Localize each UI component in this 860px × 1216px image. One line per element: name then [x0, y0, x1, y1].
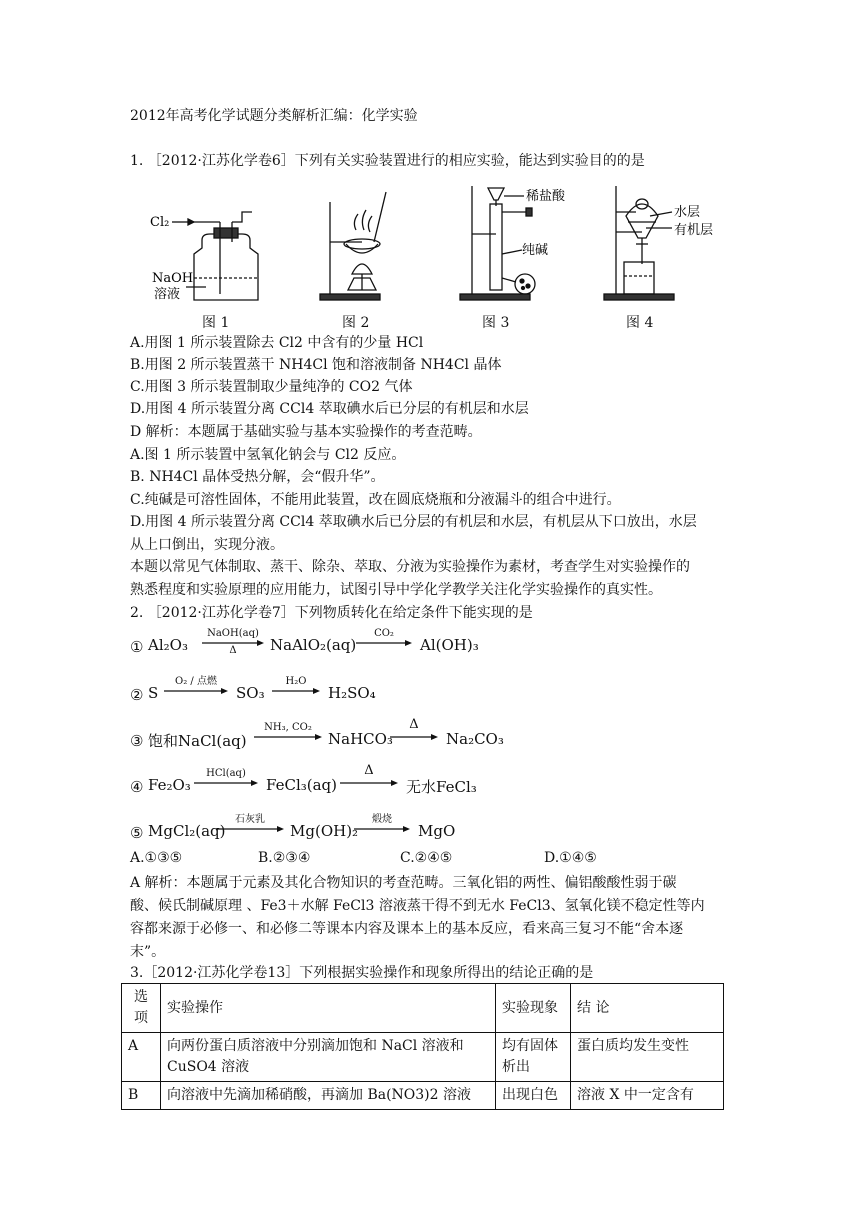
arrow-2 — [340, 763, 398, 798]
header-conclusion: 结 论 — [571, 984, 724, 1033]
question-3-table — [121, 983, 724, 1110]
question-1-figures — [130, 182, 740, 332]
reaction-number: ③ — [130, 732, 144, 750]
arrow-glyph — [254, 734, 322, 740]
choice-c: C.②④⑤ — [400, 850, 453, 866]
reaction-number: ⑤ — [130, 824, 144, 842]
arrow-glyph — [216, 826, 284, 832]
arrow-1 — [216, 816, 284, 844]
question-1-analysis-line: 熟悉程度和实验原理的应用能力，试图引导中学化学教学关注化学实验操作的真实性。 — [130, 582, 662, 598]
row-phenomenon — [496, 1033, 571, 1082]
reactant: Fe₂O₃ — [148, 776, 191, 794]
cell-line: 析出 — [502, 1059, 530, 1075]
intermediate: FeCl₃(aq) — [266, 776, 338, 794]
question-1-option-c: C.用图 3 所示装置制取少量纯净的 CO2 气体 — [130, 379, 413, 395]
caption-figure-2: 图 2 — [342, 315, 370, 331]
arrow-1 — [194, 770, 258, 798]
question-2-stem: 2. ［2012·江苏化学卷7］下列物质转化在给定条件下能实现的是 — [130, 605, 533, 621]
choice-a: A.①③⑤ — [130, 850, 183, 866]
product: Al(OH)₃ — [420, 636, 479, 654]
arrow-condition-top: CO₂ — [374, 628, 394, 639]
label-solution: 溶液 — [154, 287, 181, 302]
reactant: 饱和NaCl(aq) — [148, 732, 247, 750]
question-1-option-b: B.用图 2 所示装置蒸干 NH4Cl 饱和溶液制备 NH4Cl 晶体 — [130, 357, 502, 373]
reactant: MgCl₂(aq) — [148, 822, 226, 840]
arrow-condition-top: 煅烧 — [372, 814, 392, 825]
arrow-1 — [164, 678, 228, 706]
caption-figure-1: 图 1 — [202, 315, 230, 331]
arrow-2 — [272, 678, 320, 706]
arrow-2 — [390, 717, 438, 752]
reaction-number: ① — [130, 638, 144, 656]
cell-line: CuSO4 溶液 — [167, 1059, 250, 1075]
arrow-condition-top: Δ — [409, 717, 419, 732]
cell-line: 向两份蛋白质溶液中分别滴加饱和 NaCl 溶液和 — [167, 1038, 464, 1054]
row-option: A — [122, 1033, 161, 1082]
arrow-condition-top: NaOH(aq) — [207, 628, 259, 639]
arrow-condition-bottom: Δ — [229, 645, 237, 656]
question-2-analysis-line: 末”。 — [130, 944, 166, 960]
intermediate: SO₃ — [236, 684, 265, 702]
reactant: S — [148, 684, 159, 702]
arrow-1 — [202, 630, 264, 658]
label-organic-layer: 有机层 — [674, 223, 714, 238]
table-row — [122, 1082, 724, 1110]
question-2-analysis-line: A 解析：本题属于元素及其化合物知识的考查范畴。三氧化铝的两性、偏铝酸酸性弱于碳 — [130, 875, 677, 891]
figure-2-evaporation-stand — [320, 192, 386, 300]
caption-figure-3: 图 3 — [482, 315, 510, 331]
question-1-analysis-line: B. NH4Cl 晶体受热分解，会“假升华”。 — [130, 469, 385, 485]
choice-b: B.②③④ — [258, 850, 311, 866]
document-title: 2012年高考化学试题分类解析汇编：化学实验 — [130, 108, 418, 124]
figure-1-wash-bottle — [172, 212, 258, 300]
reaction-number: ④ — [130, 778, 144, 796]
header-operation: 实验操作 — [161, 984, 496, 1033]
product: MgO — [418, 822, 456, 840]
arrow-condition-top: H₂O — [285, 676, 307, 687]
arrow-2 — [356, 630, 412, 658]
table-row — [122, 1033, 724, 1082]
arrow-1 — [254, 724, 322, 752]
arrow-condition-top: Δ — [364, 763, 374, 778]
arrow-condition-top: HCl(aq) — [206, 768, 246, 779]
label-soda: 纯碱 — [522, 243, 549, 258]
product: 无水FeCl₃ — [406, 778, 477, 796]
arrow-glyph — [194, 780, 258, 786]
header-text: 选项 — [134, 989, 148, 1026]
question-1-option-a: A.用图 1 所示装置除去 Cl2 中含有的少量 HCl — [130, 335, 424, 351]
question-1-analysis-line: A.图 1 所示装置中氢氧化钠会与 Cl2 反应。 — [130, 447, 406, 463]
arrow-glyph — [340, 780, 398, 786]
choice-d: D.①④⑤ — [544, 850, 597, 866]
question-1-stem: 1. ［2012·江苏化学卷6］下列有关实验装置进行的相应实验，能达到实验目的的是 — [130, 153, 645, 169]
reaction-number: ② — [130, 686, 144, 704]
question-1-analysis-line: D 解析：本题属于基础实验与基本实验操作的考查范畴。 — [130, 424, 482, 440]
table-header-row — [122, 984, 724, 1033]
label-cl2: Cl₂ — [150, 215, 170, 230]
intermediate: Mg(OH)₂ — [290, 822, 359, 840]
arrow-glyph — [354, 826, 410, 832]
reactant: Al₂O₃ — [148, 636, 188, 654]
question-1-analysis-line: 从上口倒出，实现分液。 — [130, 537, 284, 553]
header-option — [122, 984, 161, 1033]
arrow-condition-top: NH₃, CO₂ — [264, 722, 312, 733]
question-1-option-d: D.用图 4 所示装置分离 CCl4 萃取碘水后已分层的有机层和水层 — [130, 401, 529, 417]
row-conclusion: 溶液 X 中一定含有 — [571, 1082, 724, 1110]
label-water-layer: 水层 — [674, 205, 701, 220]
arrow-glyph — [390, 734, 438, 740]
apparatus-illustrations — [130, 182, 740, 312]
arrow-glyph — [356, 640, 412, 646]
row-operation: 向溶液中先滴加稀硝酸，再滴加 Ba(NO3)2 溶液 — [161, 1082, 496, 1110]
product: H₂SO₄ — [328, 684, 376, 702]
caption-figure-4: 图 4 — [626, 315, 654, 331]
label-naoh: NaOH — [152, 271, 194, 286]
row-phenomenon: 出现白色 — [496, 1082, 571, 1110]
intermediate: NaAlO₂(aq) — [270, 636, 357, 654]
question-3-stem: 3.［2012·江苏化学卷13］下列根据实验操作和现象所得出的结论正确的是 — [130, 965, 594, 981]
arrow-glyph — [164, 688, 228, 694]
question-1-analysis-line: 本题以常见气体制取、蒸干、除杂、萃取、分液为实验操作为素材，考查学生对实验操作的 — [130, 559, 690, 575]
arrow-condition-top: O₂ / 点燃 — [175, 676, 217, 687]
question-1-analysis-line: C.纯碱是可溶性固体，不能用此装置，改在圆底烧瓶和分液漏斗的组合中进行。 — [130, 492, 621, 508]
header-phenomenon: 实验现象 — [496, 984, 571, 1033]
question-2-analysis-line: 酸、候氏制碱原理 、Fe3＋水解 FeCl3 溶液蒸干得不到无水 FeCl3、氢氧化镁不稳定性等内 — [130, 898, 705, 914]
intermediate: NaHCO₃ — [328, 730, 393, 748]
row-option: B — [122, 1082, 161, 1110]
question-1-analysis-line: D.用图 4 所示装置分离 CCl4 萃取碘水后已分层的有机层和水层，有机层从下口放出，水层 — [130, 514, 697, 530]
row-conclusion: 蛋白质均发生变性 — [571, 1033, 724, 1082]
arrow-glyph — [272, 688, 320, 694]
figure-4-separatory-funnel — [604, 186, 674, 300]
product: Na₂CO₃ — [446, 730, 504, 748]
label-dilute-hcl: 稀盐酸 — [526, 189, 566, 204]
arrow-2 — [354, 816, 410, 844]
cell-line: 均有固体 — [502, 1038, 558, 1054]
arrow-condition-top: 石灰乳 — [235, 814, 265, 825]
question-2-analysis-line: 容都来源于必修一、和必修二等课本内容及课本上的基本反应，看来高三复习不能“舍本逐 — [130, 921, 684, 937]
row-operation — [161, 1033, 496, 1082]
